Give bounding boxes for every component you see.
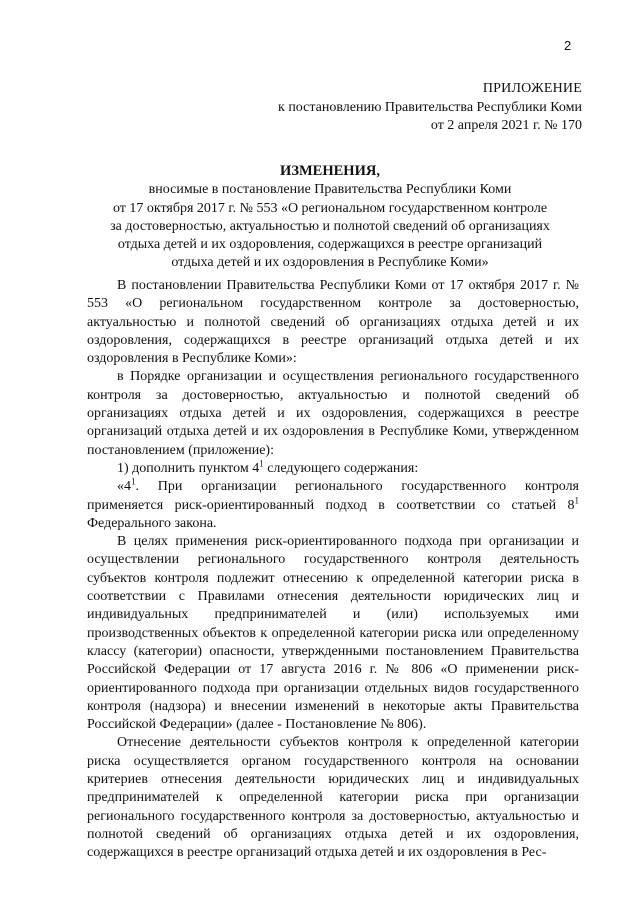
heading-title: ИЗМЕНЕНИЯ, <box>280 163 380 179</box>
paragraph-clause-4-1 <box>87 478 579 533</box>
heading-line-4: отдыха детей и их оздоровления, содержащихся в реестре организаций <box>117 237 543 253</box>
paragraph-risk-approach: В целях применения риск-ориентированного подхода при организации и осуществлении регионального государственного контроля деятельность субъектов контроля подлежит отнесению к определенной категории риска в соответствии с Правилами отнесения деятельности юридических лиц и индивидуальных предпринимателей и (или) используемых ими производственных объектов к определенной категории риска или определенному классу (категории) опасности, утвержденными постановлением Правительства Российской Федерации от 17 августа 2016 г. № 806 «О применении риск-ориентированного подхода при организации отдельных видов государственного контроля (надзора) и внесении изменений в некоторые акты Правительства Российской Федерации» (далее - Постановление № 806). <box>87 534 579 733</box>
clause-superscript-1: 1 <box>131 476 136 487</box>
appendix-block <box>278 80 582 136</box>
appendix-line-2: от 2 апреля 2021 г. № 170 <box>430 118 582 133</box>
item-1-superscript: 1 <box>259 458 264 469</box>
item-1-text-start: 1) дополнить пунктом 4 <box>117 460 260 476</box>
heading-line-2: от 17 октября 2017 г. № 553 «О региональном государственном контроле <box>112 200 548 216</box>
paragraph-item-1 <box>87 460 579 478</box>
heading-line-1: вносимые в постановление Правительства Республики Коми <box>148 182 512 198</box>
clause-superscript-2: 1 <box>574 494 579 505</box>
clause-text-end: Федерального закона. <box>87 515 217 531</box>
clause-text-start: «4 <box>117 479 131 495</box>
heading-line-5: отдыха детей и их оздоровления в Республике Коми» <box>171 255 489 271</box>
page-number: 2 <box>564 38 572 53</box>
appendix-title: ПРИЛОЖЕНИЕ <box>482 81 582 96</box>
heading-line-3: за достоверностью, актуальностью и полнотой сведений об организациях <box>110 218 550 234</box>
paragraph-order: в Порядке организации и осуществления регионального государственного контроля за достоверностью, актуальностью и полнотой сведений об организациях отдыха детей и их оздоровления, содержащихся в реестре организаций отдыха детей и их оздоровления в Республике Коми, утвержденном постановлением (приложение): <box>87 369 579 458</box>
document-heading <box>80 162 580 273</box>
document-body <box>87 277 579 863</box>
paragraph-risk-category: Отнесение деятельности субъектов контроля к определенной категории риска осуществляется органом государственного контроля на основании критериев отнесения деятельности юридических лиц и индивидуальных предпринимателей к определенной категории риска при организации регионального государственного контроля за достоверностью, актуальностью и полнотой сведений об организациях отдыха детей и их оздоровления, содержащихся в реестре организаций отдыха детей и их оздоровления в Рес- <box>87 735 579 861</box>
clause-text-middle: . При организации регионального государственного контроля применяется риск-ориентированный подход в соответствии со статьей 8 <box>87 479 579 513</box>
paragraph-intro: В постановлении Правительства Республики Коми от 17 октября 2017 г. № 553 «О региональном государственном контроле за достоверностью, актуальностью и полнотой сведений об организациях отдыха детей и их оздоровления, содержащихся в реестре организаций отдыха детей и их оздоровления в Республике Коми»: <box>87 278 579 367</box>
appendix-line-1: к постановлению Правительства Республики Коми <box>278 99 582 115</box>
item-1-text-end: следующего содержания: <box>263 460 419 476</box>
